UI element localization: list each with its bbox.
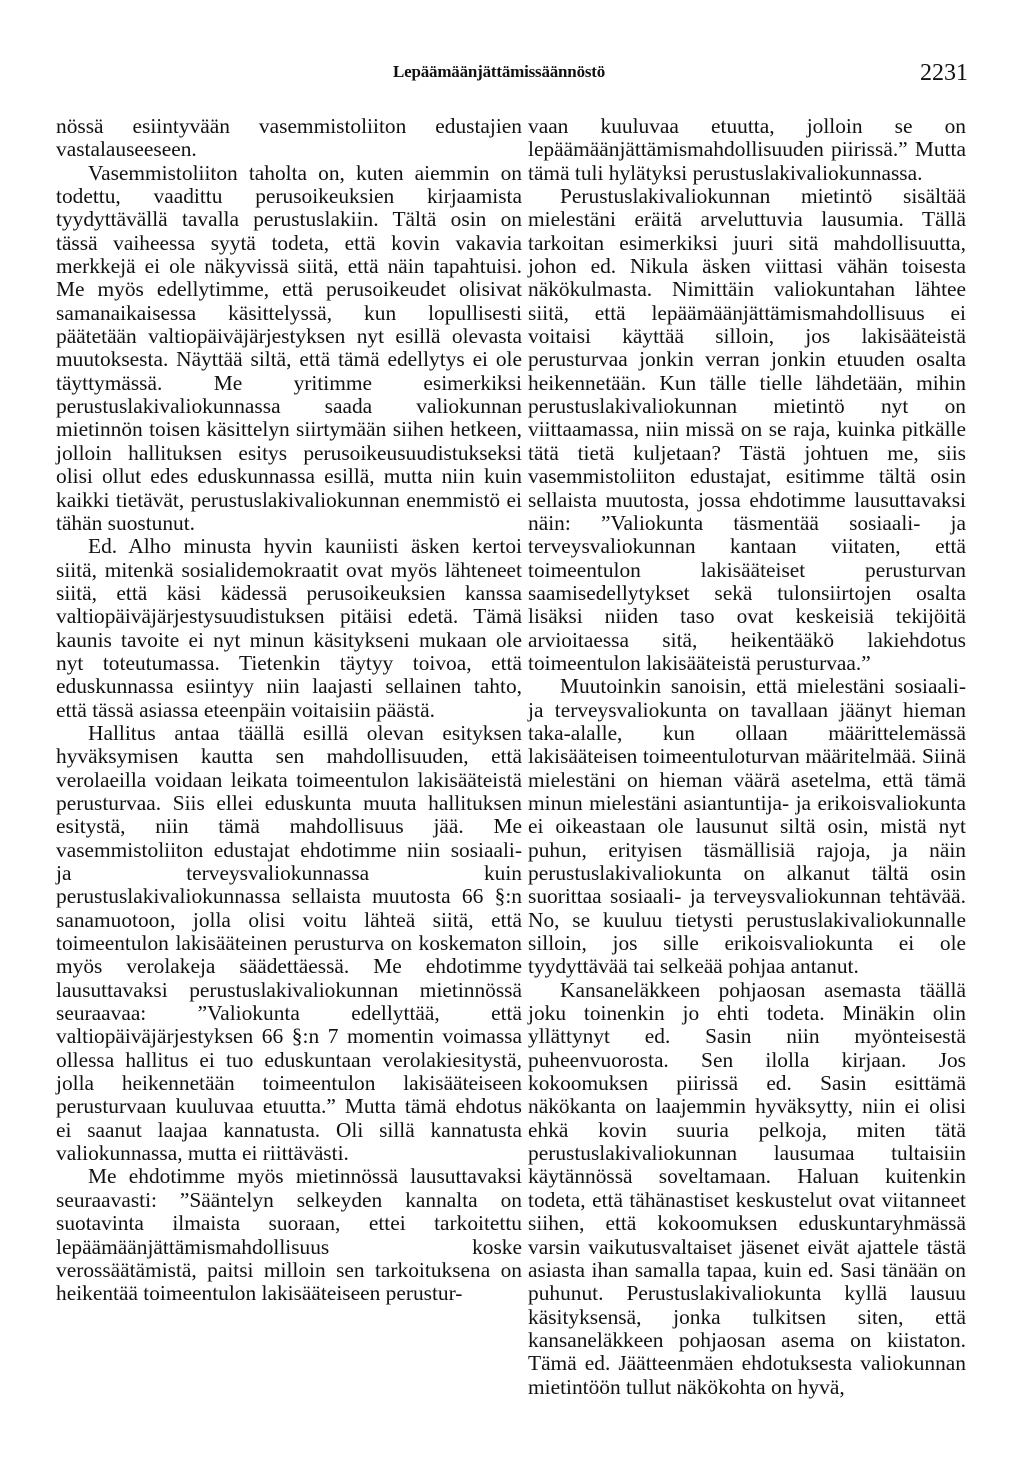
running-title: Lepäämäänjättämissäännöstö: [393, 62, 606, 81]
paragraph: Hallitus antaa täällä esillä olevan esityksen hyväksymisen kautta sen mahdollisuuden, että verolaeilla voidaan leikata toimeentulon lakisääteistä perusturvaa. Siis ellei eduskunta muuta hallituksen esitystä, niin tämä mahdollisuus jää. Me vasemmistoliiton edustajat ehdotimme niin sosiaali- ja terveysvaliokunnassa kuin perustuslakivaliokunnassa sellaista muutosta 66 §:n sanamuotoon, jolla olisi voitu lähteä siitä, että toimeentulon lakisääteinen perusturva on koskematon myös verolakeja säädettäessä. Me ehdotimme lausuttavaksi perustuslakivaliokunnan mietinnössä seuraavaa: ”Valiokunta edellyttää, että valtiopäiväjärjestyksen 66 §:n 7 momentin voimassa ollessa hallitus ei tuo eduskuntaan verolakiesitystä, jolla heikennetään toimeentulon lakisääteiseen perusturvaan kuuluvaa etuutta.” Mutta tämä ehdotus ei saanut laajaa kannatusta. Oli sillä kannatusta valiokunnassa, mutta ei riittävästi.: [56, 720, 522, 1166]
page-header: [0, 60, 1024, 90]
paragraph: vaan kuuluvaa etuutta, jolloin se on lepäämäänjättämismahdollisuuden piirissä.” Mutta tämä tuli hylätyksi perustuslakivaliokunnassa.: [528, 114, 966, 185]
right-column: [528, 115, 966, 1399]
left-column: [56, 115, 522, 1306]
paragraph: Ed. Alho minusta hyvin kauniisti äsken kertoi siitä, mitenkä sosialidemokraatit ovat myös lähteneet siitä, että käsi kädessä perusoikeuksien kanssa valtiopäiväjärjestysuudistuksen pitäisi edetä. Tämä kaunis tavoite ei nyt minun käsitykseni mukaan ole nyt toteutumassa. Tietenkin täytyy toivoa, että eduskunnassa esiintyy niin laajasti sellainen tahto, että tässä asiassa eteenpäin voitaisiin päästä.: [56, 534, 522, 722]
paragraph: Muutoinkin sanoisin, että mielestäni sosiaali- ja terveysvaliokunta on tavallaan jäänyt hieman taka-alalle, kun ollaan määrittelemässä lakisääteisen toimeentuloturvan määritelmää. Siinä mielestäni on hieman väärä asetelma, että tämä minun mielestäni asiantuntija- ja erikoisvaliokunta ei oikeastaan ole lausunut siltä osin, mistä nyt puhun, erityisen täsmällisiä rajoja, ja näin perustuslakivaliokunta on alkanut tältä osin suorittaa sosiaali- ja terveysvaliokunnan tehtävää. No, se kuuluu tietysti perustuslakivaliokunnalle silloin, jos sille erikoisvaliokunta ei ole tyydyttävää tai selkeää pohjaa antanut.: [528, 674, 966, 979]
paragraph: nössä esiintyvään vasemmistoliiton edustajien vastalauseeseen.: [56, 114, 522, 162]
paragraph: Me ehdotimme myös mietinnössä lausuttavaksi seuraavasti: ”Sääntelyn selkeyden kannalta on suotavinta ilmaista suoraan, ettei tarkoitettu lepäämäänjättämismahdollisuus koske verossäätämistä, paitsi milloin sen tarkoituksena on heikentää toimeentulon lakisääteiseen perustur-: [56, 1164, 522, 1306]
paragraph: Kansaneläkkeen pohjaosan asemasta täällä joku toinenkin jo ehti todeta. Minäkin olin yllättynyt ed. Sasin niin myönteisestä puheenvuorosta. Sen ilolla kirjaan. Jos kokoomuksen piirissä ed. Sasin esittämä näkökanta on laajemmin hyväksytty, niin ei olisi ehkä kovin suuria pelkoja, miten tätä perustuslakivaliokunnan lausumaa tultaisiin käytännössä soveltamaan. Haluan kuitenkin todeta, että tähänastiset keskustelut ovat viitanneet siihen, että kokoomuksen eduskuntaryhmässä varsin vaikutusvaltaiset jäsenet eivät ajattele tästä asiasta ihan samalla tapaa, kuin ed. Sasi tänään on puhunut. Perustuslakivaliokunta kyllä lausuu käsityksensä, jonka tulkitsen siten, että kansaneläkkeen pohjaosan asema on kiistaton. Tämä ed. Jäätteenmäen ehdotuksesta valiokunnan mietintöön tullut näkökohta on hyvä,: [528, 977, 966, 1399]
page-number: 2231: [920, 60, 968, 86]
paragraph: Vasemmistoliiton taholta on, kuten aiemmin on todettu, vaadittu perusoikeuksien kirjaamista tyydyttävällä tavalla perustuslakiin. Tältä osin on tässä vaiheessa syytä todeta, että kovin vakavia merkkejä ei ole näkyvissä siitä, että näin tapahtuisi. Me myös edellytimme, että perusoikeudet olisivat samanaikaisessa käsittelyssä, kun lopullisesti päätetään valtiopäiväjärjestyksen nyt esillä olevasta muutoksesta. Näyttää siltä, että tämä edellytys ei ole täyttymässä. Me yritimme esimerkiksi perustuslakivaliokunnassa saada valiokunnan mietinnön toisen käsittelyn siirtymään siihen hetkeen, jolloin hallituksen esitys perusoikeusuudistukseksi olisi ollut edes eduskunnassa esillä, mutta niin kuin kaikki tietävät, perustuslakivaliokunnan enemmistö ei tähän suostunut.: [56, 160, 522, 535]
paragraph: Perustuslakivaliokunnan mietintö sisältää mielestäni eräitä arveluttuvia lausumia. Tällä tarkoitan esimerkiksi juuri sitä mahdollisuutta, johon ed. Nikula äsken viittasi vähän toisesta näkökulmasta. Nimittäin valiokuntahan lähtee siitä, että lepäämäänjättämismahdollisuus ei voitaisi käyttää silloin, jos lakisääteistä perusturvaa jonkin verran jonkin etuuden osalta heikennetään. Kun tälle tielle lähdetään, mihin perustuslakivaliokunnan mietintö nyt on viittaamassa, niin missä on se raja, kuinka pitkälle tätä tietä kuljetaan? Tästä johtuen me, siis vasemmistoliiton edustajat, esitimme tältä osin sellaista muutosta, jossa ehdotimme lausuttavaksi näin: ”Valiokunta täsmentää sosiaali- ja terveysvaliokunnan kantaan viitaten, että toimeentulon lakisääteiset perusturvan saamisedellytykset sekä tulonsiirtojen osalta lisäksi niiden taso ovat keskeisiä tekijöitä arvioitaessa sitä, heikentääkö lakiehdotus toimeentulon lakisääteistä perusturvaa.”: [528, 184, 966, 675]
